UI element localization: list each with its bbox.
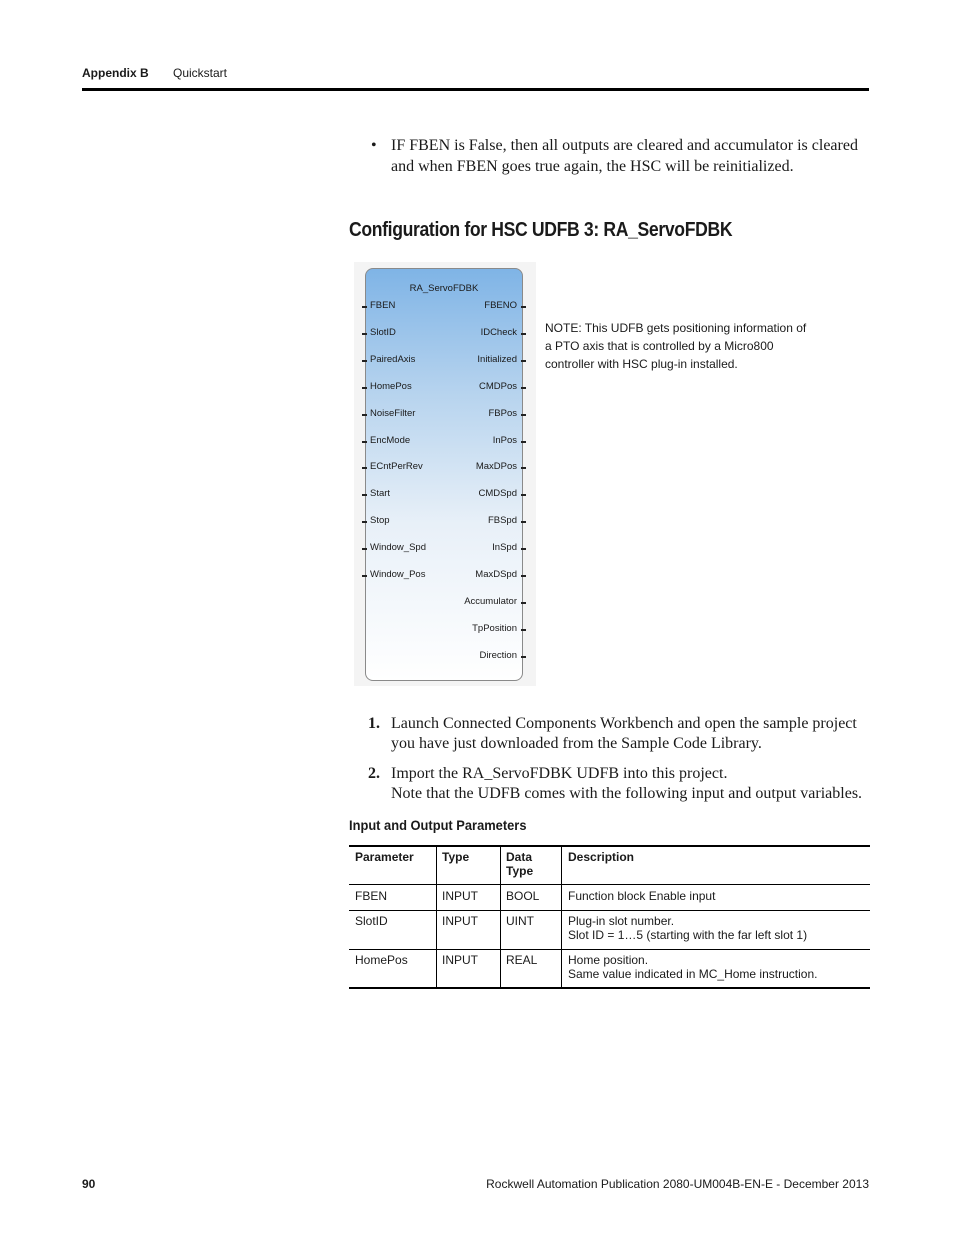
bullet-dot: • bbox=[371, 137, 377, 154]
input-pin-homepos: HomePos bbox=[370, 381, 412, 392]
col-header-data-type-line: Data bbox=[506, 850, 533, 864]
table-cell-type: INPUT bbox=[442, 914, 478, 928]
table-cell-data-type: BOOL bbox=[506, 889, 540, 903]
input-pin-connector bbox=[362, 467, 367, 469]
table-header-rule bbox=[349, 884, 870, 885]
output-pin-fbpos: FBPos bbox=[488, 408, 517, 419]
output-pin-connector bbox=[521, 441, 526, 443]
step-text bbox=[391, 764, 871, 804]
output-pin-accumulator: Accumulator bbox=[464, 596, 517, 607]
output-pin-connector bbox=[521, 387, 526, 389]
table-top-rule bbox=[349, 845, 870, 847]
bullet-text: IF FBEN is False, then all outputs are cleared and accumulator is cleared and when FBEN goes true again, the HSC will be reinitialized. bbox=[391, 137, 858, 175]
parameter-table bbox=[349, 845, 870, 989]
table-cell-parameter: SlotID bbox=[355, 914, 388, 928]
output-pin-fbspd: FBSpd bbox=[487, 515, 517, 526]
output-pin-direction: Direction bbox=[479, 650, 517, 661]
step-number: 2. bbox=[368, 765, 380, 782]
function-block bbox=[365, 268, 523, 681]
function-block-title: RA_ServoFDBK bbox=[409, 283, 479, 294]
input-pin-slotid: SlotID bbox=[370, 327, 396, 338]
output-pin-connector bbox=[521, 333, 526, 335]
description-line: Same value indicated in MC_Home instruction. bbox=[568, 967, 818, 981]
input-pin-stop: Stop bbox=[370, 515, 390, 526]
input-pin-window-spd: Window_Spd bbox=[370, 542, 426, 553]
output-pin-connector bbox=[521, 602, 526, 604]
input-pin-connector bbox=[362, 548, 367, 550]
section-label: Quickstart bbox=[173, 66, 228, 80]
step-text-line: Note that the UDFB comes with the following input and output variables. bbox=[391, 785, 863, 802]
output-pin-connector bbox=[521, 306, 526, 308]
table-cell-parameter: HomePos bbox=[355, 953, 408, 967]
description-line: Plug-in slot number. bbox=[568, 914, 675, 928]
output-pin-connector bbox=[521, 414, 526, 416]
appendix-label: Appendix B bbox=[82, 66, 149, 80]
output-pin-cmdpos: CMDPos bbox=[478, 381, 517, 392]
col-header-data-type-line: Type bbox=[506, 864, 534, 878]
input-pin-connector bbox=[362, 575, 367, 577]
table-cell-description: Function block Enable input bbox=[568, 889, 716, 903]
input-pin-ecntperrev: ECntPerRev bbox=[370, 461, 423, 472]
table-cell-type: INPUT bbox=[442, 889, 478, 903]
col-header-description: Description bbox=[568, 850, 635, 864]
input-pin-connector bbox=[362, 521, 367, 523]
output-pin-maxdspd: MaxDSpd bbox=[475, 569, 517, 580]
col-header-type: Type bbox=[442, 850, 470, 864]
input-pin-connector bbox=[362, 333, 367, 335]
table-column-divider bbox=[436, 845, 437, 988]
input-pin-connector bbox=[362, 306, 367, 308]
step-text: Launch Connected Components Workbench and open the sample project you have just downloaded from the Sample Code Library. bbox=[391, 715, 857, 752]
table-cell-data-type: REAL bbox=[506, 953, 538, 967]
input-pin-encmode: EncMode bbox=[370, 435, 411, 446]
table-row-rule bbox=[349, 949, 870, 950]
input-pin-connector bbox=[362, 441, 367, 443]
input-pin-pairedaxis: PairedAxis bbox=[370, 354, 416, 365]
table-cell-type: INPUT bbox=[442, 953, 478, 967]
output-pin-connector bbox=[521, 629, 526, 631]
output-pin-connector bbox=[521, 575, 526, 577]
col-header-data-type bbox=[506, 850, 533, 878]
output-pin-cmdspd: CMDSpd bbox=[478, 488, 517, 499]
output-pin-connector bbox=[521, 656, 526, 658]
output-pin-inpos: InPos bbox=[492, 435, 517, 446]
input-pin-fben: FBEN bbox=[370, 300, 396, 311]
table-caption: Input and Output Parameters bbox=[349, 817, 527, 833]
output-pin-connector bbox=[521, 494, 526, 496]
col-header-parameter: Parameter bbox=[355, 850, 414, 864]
running-header bbox=[82, 66, 228, 80]
description-line: Home position. bbox=[568, 953, 649, 967]
input-pin-connector bbox=[362, 414, 367, 416]
input-pin-connector bbox=[362, 494, 367, 496]
page-number: 90 bbox=[82, 1177, 96, 1191]
input-pin-noisefilter: NoiseFilter bbox=[370, 408, 416, 419]
section-heading: Configuration for HSC UDFB 3: RA_ServoFDBK bbox=[349, 219, 733, 241]
table-cell-parameter: FBEN bbox=[355, 889, 388, 903]
output-pin-idcheck: IDCheck bbox=[480, 327, 517, 338]
output-pin-connector bbox=[521, 548, 526, 550]
output-pin-inspd: InSpd bbox=[492, 542, 517, 553]
table-row-rule bbox=[349, 910, 870, 911]
table-cell-description bbox=[568, 953, 817, 981]
output-pin-connector bbox=[521, 521, 526, 523]
publication-info: Rockwell Automation Publication 2080-UM004B-EN-E - December 2013 bbox=[486, 1177, 869, 1191]
output-pin-fbeno: FBENO bbox=[484, 300, 517, 311]
input-pin-window-pos: Window_Pos bbox=[370, 569, 426, 580]
header-rule bbox=[82, 88, 869, 91]
table-cell-data-type: UINT bbox=[506, 914, 534, 928]
table-cell-description bbox=[568, 914, 807, 942]
input-pin-connector bbox=[362, 387, 367, 389]
output-pin-initialized: Initialized bbox=[477, 354, 517, 365]
step-number: 1. bbox=[368, 715, 380, 732]
description-line: Slot ID = 1…5 (starting with the far left slot 1) bbox=[568, 928, 808, 942]
step-text-line: Import the RA_ServoFDBK UDFB into this project. bbox=[391, 765, 728, 782]
output-pin-maxdpos: MaxDPos bbox=[475, 461, 517, 472]
table-column-divider bbox=[500, 845, 501, 988]
output-pin-connector bbox=[521, 467, 526, 469]
output-pin-connector bbox=[521, 360, 526, 362]
table-column-divider bbox=[561, 845, 562, 988]
input-pin-start: Start bbox=[370, 488, 391, 499]
input-pin-connector bbox=[362, 360, 367, 362]
figure-note: NOTE: This UDFB gets positioning information of a PTO axis that is controlled by a Micro800 controller with HSC plug-in installed. bbox=[545, 321, 807, 371]
table-bottom-rule bbox=[349, 987, 870, 989]
output-pin-tpposition: TpPosition bbox=[472, 623, 517, 634]
